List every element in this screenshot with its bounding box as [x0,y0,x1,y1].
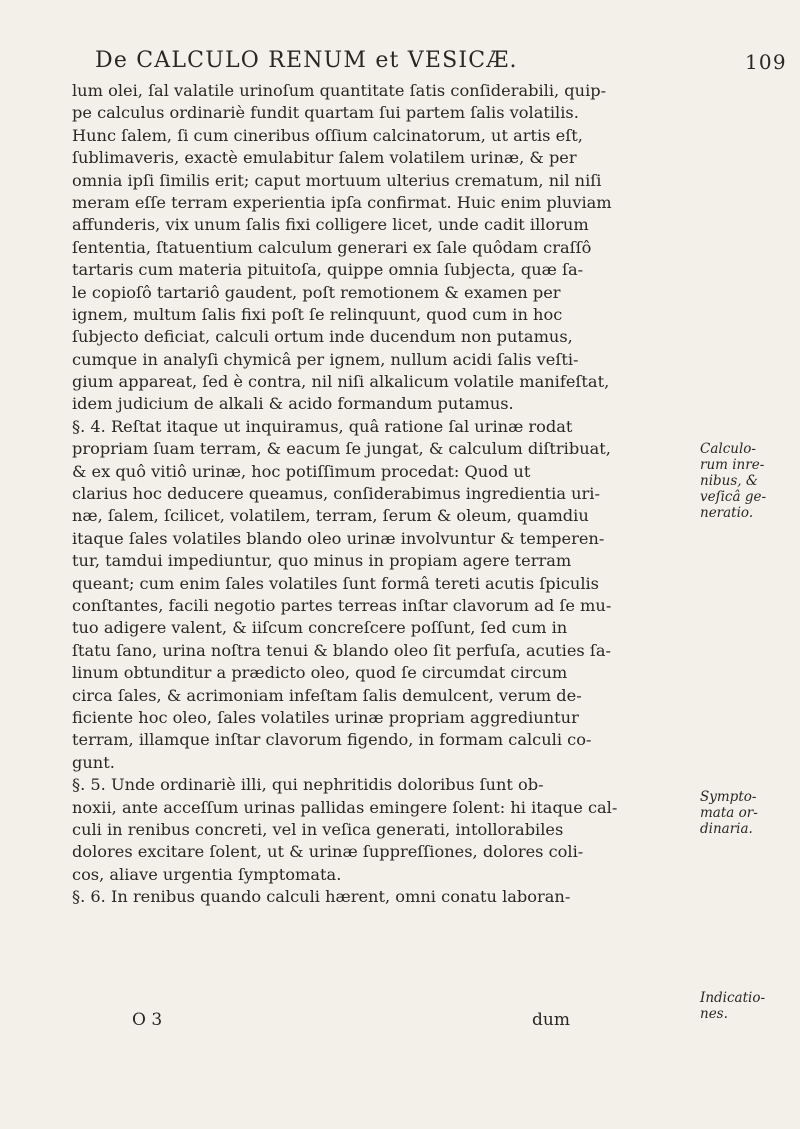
text-line: le copioſô tartariô gaudent, poſt remotionem & examen per [72,282,561,302]
text-line: meram eſſe terram experientia ipſa confirmat. Huic enim pluviam [72,192,612,212]
text-line: propriam ſuam terram, & eacum ſe jungat, & calculum diſtribuat, [72,439,611,459]
page-number: 109 [745,50,787,74]
text-line: tur, tamdui impediuntur, quo minus in propiam agere terram [72,551,572,571]
text-line: omnia ipſi ſimilis erit; caput mortuum ulterius crematum, nil niſi [72,170,602,190]
text-line: tuo adigere valent, & iiſcum concreſcere poſſunt, ſed cum in [72,618,568,638]
text-line: clarius hoc deducere queamus, conſiderabimus ingredientia uri- [72,484,600,504]
text-line: terram, illamque inſtar clavorum figendo, in formam calculi co- [72,730,592,750]
text-line: conſtantes, facili negotio partes terreas inſtar clavorum ad ſe mu- [72,595,612,615]
margin-note-symptomata [700,789,795,837]
margin-note-line: nibus, & [700,473,758,489]
margin-note-line: mata or- [700,805,758,821]
text-line: §. 4. Reſtat itaque ut inquiramus, quâ ratione ſal urinæ rodat [72,416,573,436]
text-line: linum obtunditur a prædicto oleo, quod ſe circumdat circum [72,663,568,683]
text-line: cos, aliave urgentia ſymptomata. [72,864,342,884]
margin-note-line: Indicatio- [700,990,766,1006]
text-line: queant; cum enim ſales volatiles ſunt formâ tereti acutis ſpiculis [72,573,599,593]
text-line: §. 6. In renibus quando calculi hærent, omni conatu laboran- [72,887,571,907]
text-line: ſtatu ſano, urina noſtra tenui & blando oleo ſit perfuſa, acuties ſa- [72,640,611,660]
text-line: gunt. [72,752,115,772]
text-line: culi in renibus concreti, vel in veſica generati, intollorabiles [72,819,564,839]
text-line: §. 5. Unde ordinariè illi, qui nephritidis doloribus ſunt ob- [72,775,544,795]
text-line: affunderis, vix unum ſalis fixi colligere licet, unde cadit illorum [72,215,589,235]
running-head [95,48,787,74]
body-text [72,80,692,908]
margin-note-line: neratio. [700,505,754,521]
text-line: gium appareat, ſed è contra, nil niſi alkalicum volatile manifeſtat, [72,372,610,392]
catchword: dum [532,1010,570,1030]
margin-note-line: rum inre- [700,457,765,473]
margin-note-line: dinaria. [700,821,753,837]
text-line: noxii, ante acceſſum urinas pallidas emingere ſolent: hi itaque cal- [72,797,618,817]
margin-note-calculorum [700,441,795,521]
text-line: pe calculus ordinariè fundit quartam ſui partem ſalis volatilis. [72,103,579,123]
text-line: ficiente hoc oleo, ſales volatiles urinæ propriam aggrediuntur [72,707,579,727]
signature-mark: O 3 [132,1010,163,1030]
text-line: ſublimaveris, exactè emulabitur ſalem volatilem urinæ, & per [72,148,577,168]
text-line: & ex quô vitiô urinæ, hoc potiſſimum procedat: Quod ut [72,461,531,481]
text-line: cumque in analyſi chymicâ per ignem, nullum acidi ſalis veſti- [72,349,579,369]
margin-note-line: Calculo- [700,441,756,457]
text-line: ſubjecto deficiat, calculi ortum inde ducendum non putamus, [72,327,573,347]
text-line: itaque ſales volatiles blando oleo urinæ involvuntur & temperen- [72,528,605,548]
text-line: Hunc ſalem, ſi cum cineribus oſſium calcinatorum, ut artis eſt, [72,125,583,145]
text-line: tartaris cum materia pituitoſa, quippe omnia ſubjecta, quæ ſa- [72,260,584,280]
text-line: idem judicium de alkali & acido formandum putamus. [72,394,514,414]
margin-note-line: Sympto- [700,789,757,805]
text-line: næ, ſalem, ſcilicet, volatilem, terram, ſerum & oleum, quamdiu [72,506,589,526]
text-line: circa ſales, & acrimoniam infeſtam ſalis demulcent, verum de- [72,685,582,705]
text-line: lum olei, ſal valatile urinoſum quantitate ſatis conſiderabili, quip- [72,81,607,100]
margin-note-line: veſicâ ge- [700,489,767,505]
margin-note-line: nes. [700,1006,728,1022]
text-line: ignem, multum ſalis fixi poſt ſe relinquunt, quod cum in hoc [72,304,563,324]
margin-note-indicationes [700,990,795,1022]
text-line: dolores excitare ſolent, ut & urinæ ſuppreſſiones, dolores coli- [72,842,584,862]
text-line: ſententia, ſtatuentium calculum generari ex ſale quôdam craſſô [72,237,592,257]
running-head-title: De CALCULO RENUM et VESICÆ. [95,48,518,73]
